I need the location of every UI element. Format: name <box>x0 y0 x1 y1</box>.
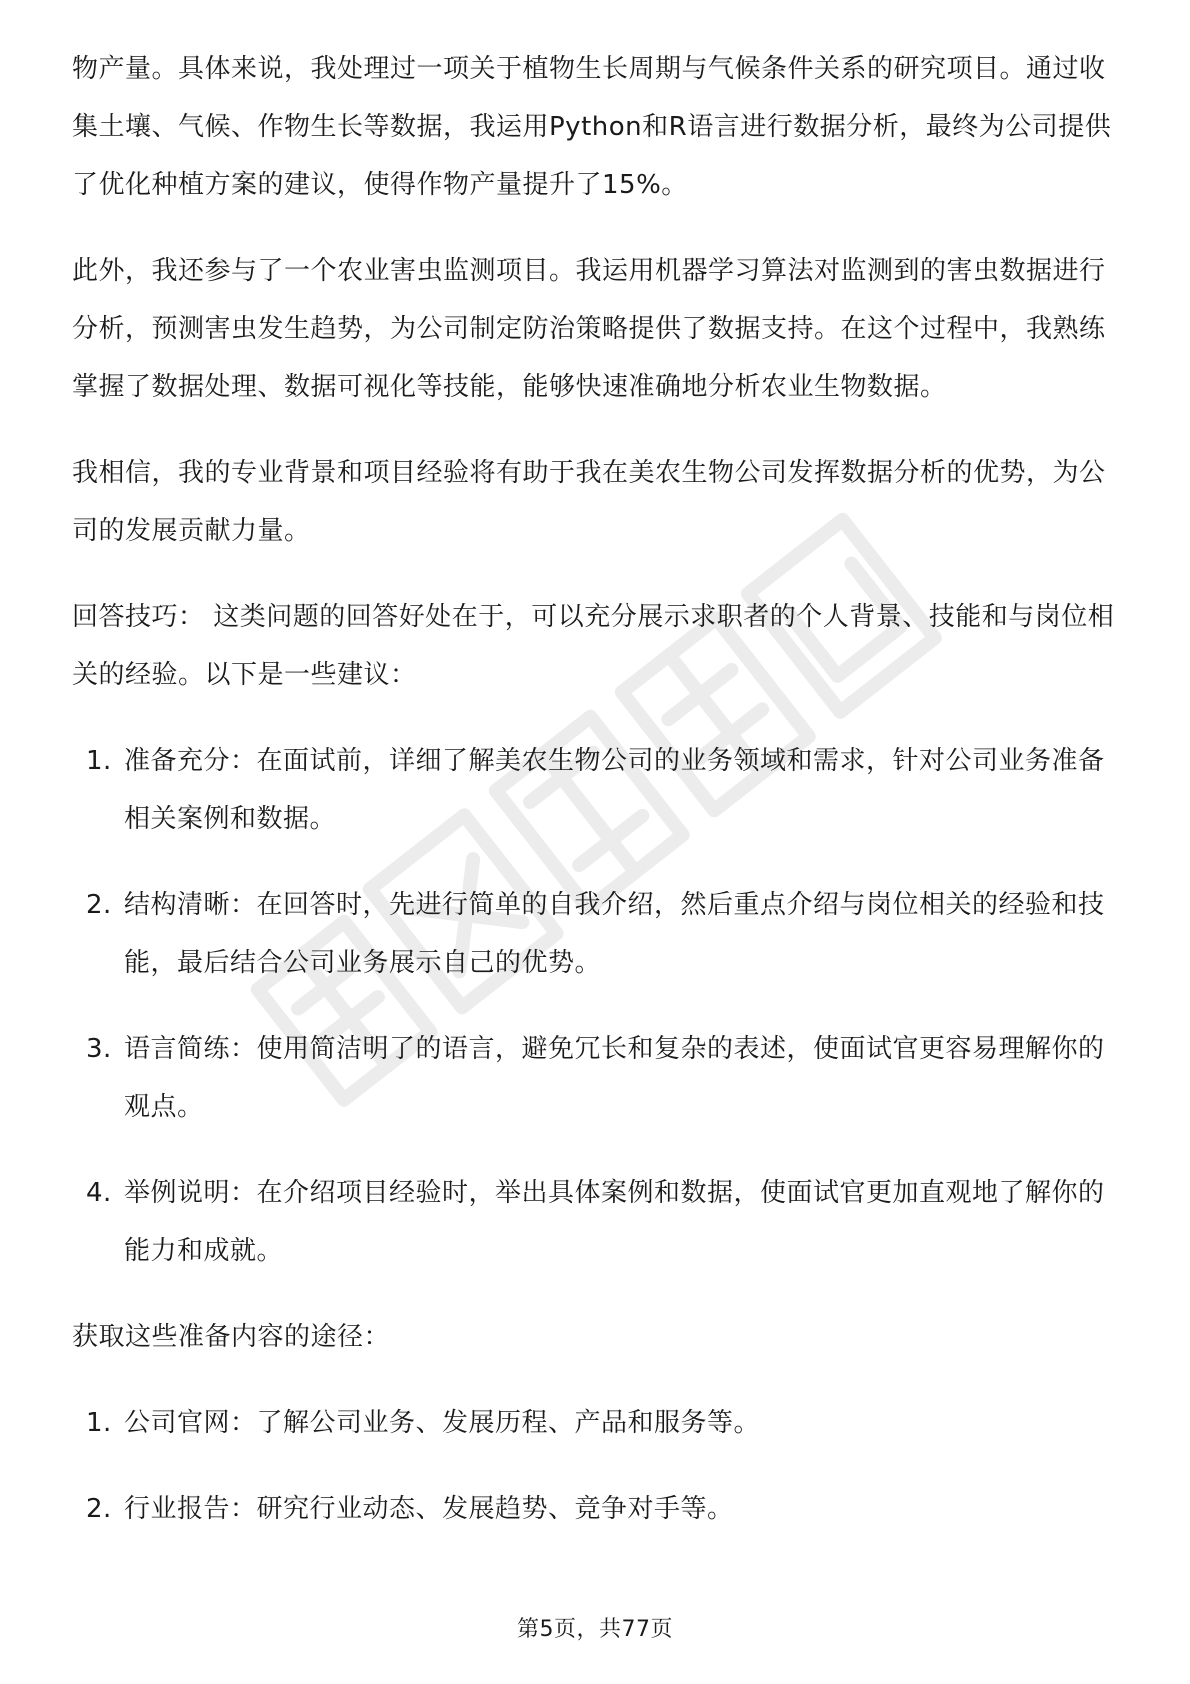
document-page <box>72 40 1122 1566</box>
list-text: 公司官网：了解公司业务、发展历程、产品和服务等。 <box>124 1408 761 1438</box>
paragraph-answer-tips: 回答技巧： 这类问题的回答好处在于，可以充分展示求职者的个人背景、技能和与岗位相关的经验。以下是一些建议： <box>72 602 1115 690</box>
list-item <box>72 876 1122 992</box>
list-item <box>72 1394 1122 1452</box>
list-text: 结构清晰：在回答时，先进行简单的自我介绍，然后重点介绍与岗位相关的经验和技能，最后结合公司业务展示自己的优势。 <box>124 890 1105 978</box>
list-item <box>72 1164 1122 1280</box>
list-number: 2. <box>86 1494 112 1524</box>
paragraph-project-experience: 物产量。具体来说，我处理过一项关于植物生长周期与气候条件关系的研究项目。通过收集土壤、气候、作物生长等数据，我运用Python和R语言进行数据分析，最终为公司提供了优化种植方案的建议，使得作物产量提升了15%。 <box>72 54 1112 200</box>
list-text: 语言简练：使用简洁明了的语言，避免冗长和复杂的表述，使面试官更容易理解你的观点。 <box>124 1034 1105 1122</box>
paragraph-conclusion: 我相信，我的专业背景和项目经验将有助于我在美农生物公司发挥数据分析的优势，为公司的发展贡献力量。 <box>72 458 1106 546</box>
list-number: 4. <box>86 1178 112 1208</box>
list-item <box>72 1480 1122 1538</box>
tips-list <box>72 732 1122 1280</box>
list-number: 1. <box>86 746 112 776</box>
list-number: 3. <box>86 1034 112 1064</box>
page-footer: 第5页，共77页 <box>517 1617 673 1642</box>
list-text: 准备充分：在面试前，详细了解美农生物公司的业务领域和需求，针对公司业务准备相关案例和数据。 <box>124 746 1105 834</box>
sources-list <box>72 1394 1122 1538</box>
sources-heading: 获取这些准备内容的途径： <box>72 1322 391 1352</box>
list-number: 1. <box>86 1408 112 1438</box>
list-item <box>72 1020 1122 1136</box>
list-item <box>72 732 1122 848</box>
list-text: 行业报告：研究行业动态、发展趋势、竞争对手等。 <box>124 1494 734 1524</box>
paragraph-pest-monitoring: 此外，我还参与了一个农业害虫监测项目。我运用机器学习算法对监测到的害虫数据进行分析，预测害虫发生趋势，为公司制定防治策略提供了数据支持。在这个过程中，我熟练掌握了数据处理、数据可视化等技能，能够快速准确地分析农业生物数据。 <box>72 256 1106 402</box>
list-text: 举例说明：在介绍项目经验时，举出具体案例和数据，使面试官更加直观地了解你的能力和成就。 <box>124 1178 1105 1266</box>
list-number: 2. <box>86 890 112 920</box>
